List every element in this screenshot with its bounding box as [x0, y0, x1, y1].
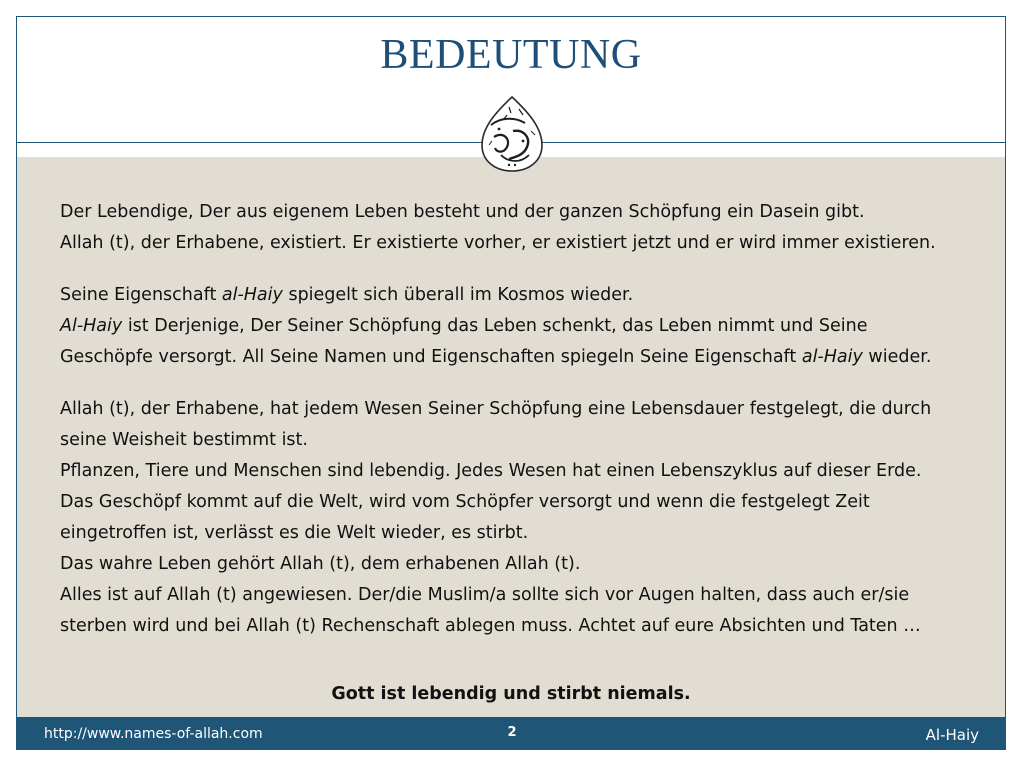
page-number: 2	[507, 725, 517, 740]
text-line: Allah (t), der Erhabene, hat jedem Wesen Seiner Schöpfung eine Lebensdauer festgelegt, die durch	[60, 399, 932, 419]
text-line: eingetroffen ist, verlässt es die Welt wieder, es stirbt.	[60, 523, 529, 543]
content-area	[17, 157, 1005, 717]
name-emphasis: al-Haiy	[801, 347, 863, 367]
text-line: Der Lebendige, Der aus eigenem Leben besteht und der ganzen Schöpfung ein Dasein gibt.	[60, 202, 865, 222]
body-text	[60, 197, 980, 663]
footer-bar	[17, 717, 1005, 750]
paragraph-1	[60, 197, 980, 259]
text-line: Pflanzen, Tiere und Menschen sind lebendig. Jedes Wesen hat einen Lebenszyklus auf dieser Erde.	[60, 461, 922, 481]
text-line: Das Geschöpf kommt auf die Welt, wird vom Schöpfer versorgt und wenn die festgelegt Zeit	[60, 492, 870, 512]
paragraph-3	[60, 394, 980, 642]
text-line: Geschöpfe versorgt. All Seine Namen und Eigenschaften spiegeln Seine Eigenschaft al-Haiy wieder.	[60, 347, 932, 367]
text-line: Das wahre Leben gehört Allah (t), dem erhabenen Allah (t).	[60, 554, 581, 574]
text-line: seine Weisheit bestimmt ist.	[60, 430, 308, 450]
website-link[interactable]: http://www.names-of-allah.com	[44, 726, 263, 742]
paragraph-2	[60, 280, 980, 373]
slide	[16, 16, 1006, 750]
name-emphasis: al-Haiy	[221, 285, 283, 305]
text-line: Al-Haiy ist Derjenige, Der Seiner Schöpfung das Leben schenkt, das Leben nimmt und Seine	[60, 316, 868, 336]
closing-statement: Gott ist lebendig und stirbt niemals.	[331, 684, 691, 704]
text-line: Allah (t), der Erhabene, existiert. Er existierte vorher, er existiert jetzt und er wird immer existieren.	[60, 233, 936, 253]
text-line: Seine Eigenschaft al-Haiy spiegelt sich überall im Kosmos wieder.	[60, 285, 634, 305]
text-line: Alles ist auf Allah (t) angewiesen. Der/die Muslim/a sollte sich vor Augen halten, dass auch er/sie	[60, 585, 910, 605]
calligraphy-emblem-icon	[479, 95, 545, 173]
footer-title: Al-Haiy	[925, 726, 979, 744]
name-emphasis: Al-Haiy	[60, 316, 123, 336]
text-line: sterben wird und bei Allah (t) Rechenschaft ablegen muss. Achtet auf eure Absichten und Taten …	[60, 616, 921, 636]
slide-title: BEDEUTUNG	[380, 32, 642, 78]
